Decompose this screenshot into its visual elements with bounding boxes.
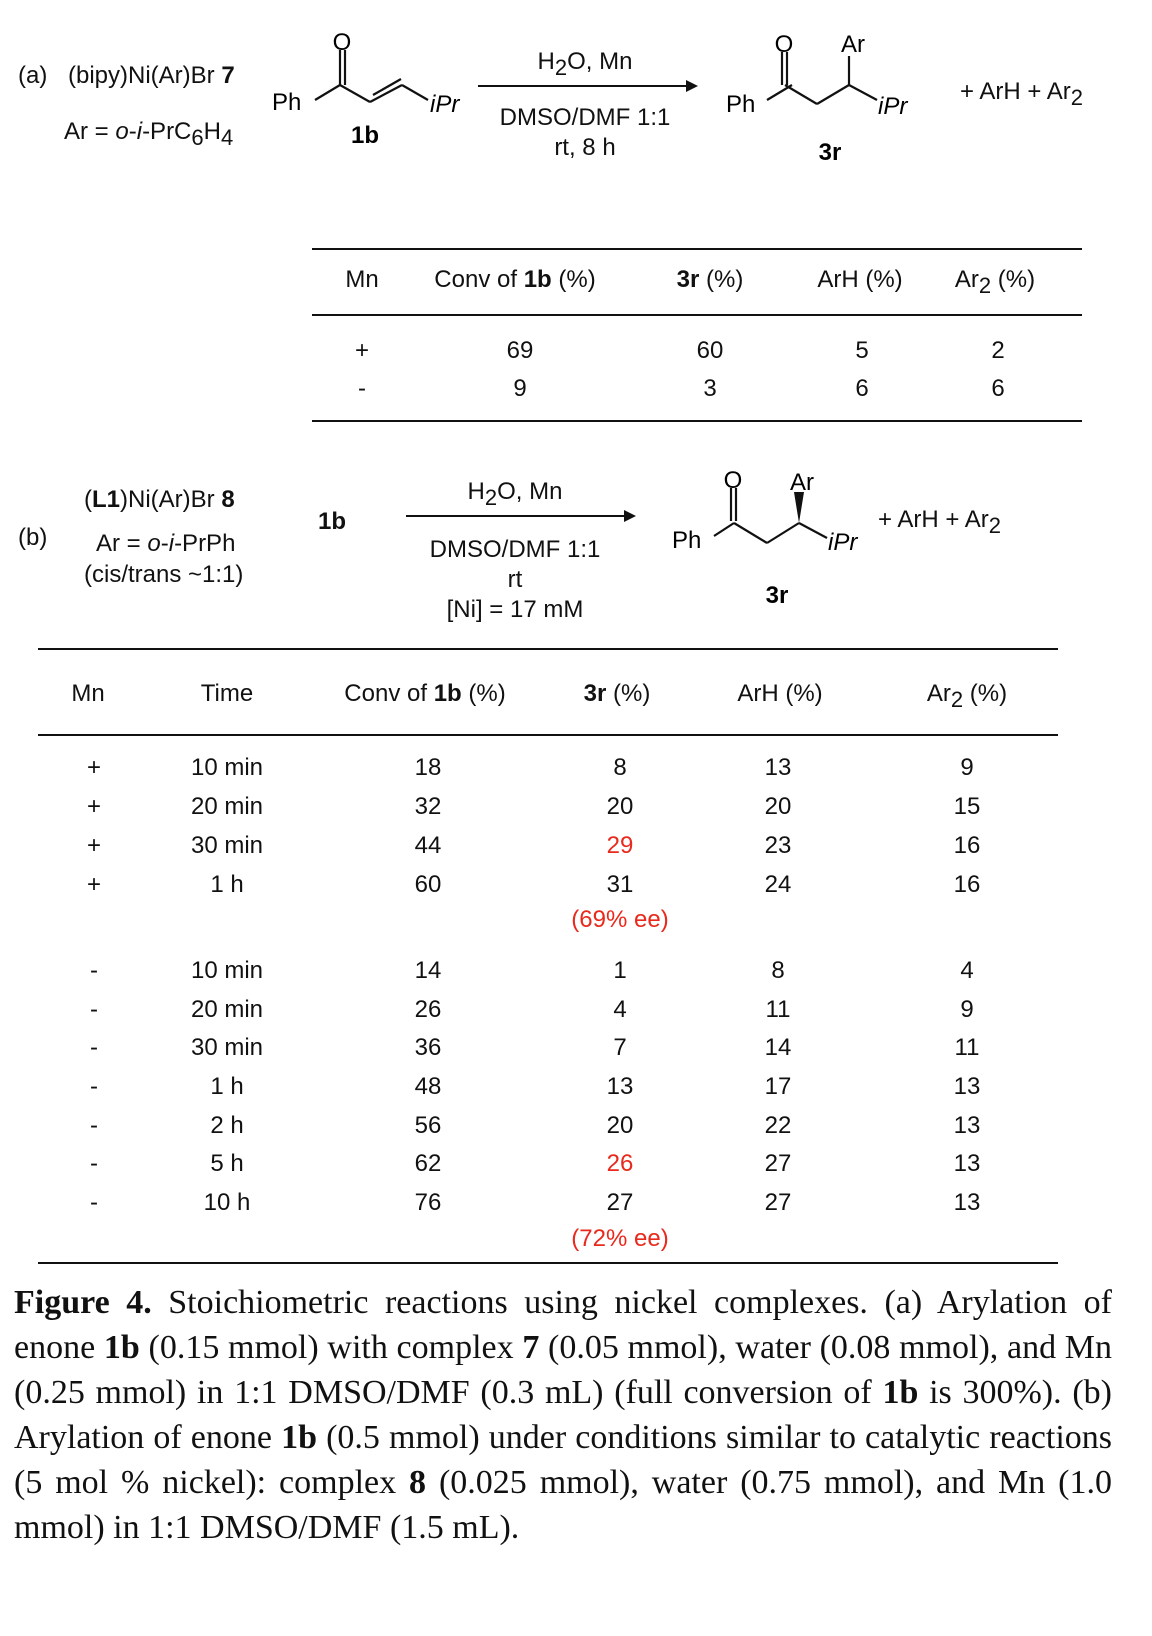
table-a-mn: - <box>358 375 366 402</box>
table-b-time: 20 min <box>190 793 264 820</box>
table-b-header-mn: Mn <box>71 680 105 707</box>
table-b-3r: 31 <box>606 871 634 898</box>
table-b-ar2: 16 <box>953 832 981 859</box>
table-b-ar2: 13 <box>953 1150 981 1177</box>
table-b-mn: + <box>86 832 101 859</box>
table-b-mn: - <box>90 957 98 984</box>
table-a-top-rule <box>312 248 1082 250</box>
part-a-reagents: $H_2O$, Mn <box>537 48 633 80</box>
table-b-conv: 26 <box>414 996 442 1023</box>
table-b-conv: 56 <box>414 1112 442 1139</box>
stereo-wedge <box>794 492 804 523</box>
table-b-3r-highlighted: 29 <box>606 832 634 859</box>
table-b-time: 5 h <box>210 1150 244 1177</box>
table-b-conv: 62 <box>414 1150 442 1177</box>
phenyl-label: Ph <box>726 91 756 118</box>
table-b-arh: 17 <box>764 1073 792 1100</box>
part-b-substrate-label: 1b <box>318 508 347 535</box>
part-b-label: (b) <box>18 524 48 551</box>
part-b-isomer-ratio: (cis/trans ~1:1) <box>84 561 244 588</box>
compound-1b-label: 1b <box>350 122 380 149</box>
table-b-arh: 14 <box>764 1034 792 1061</box>
substrate-1b-structure <box>270 28 480 158</box>
table-a-header-rule <box>312 314 1082 316</box>
table-b-header-3r: 3r (%) <box>583 680 651 707</box>
table-b-time: 1 h <box>210 1073 244 1100</box>
table-b-3r: 4 <box>613 996 627 1023</box>
table-b-header-ar2: $Ar_2$ (%) <box>926 680 1008 712</box>
table-b-3r: 20 <box>606 1112 634 1139</box>
compound-3r-label: 3r <box>818 139 842 166</box>
table-b-mn: - <box>90 1034 98 1061</box>
table-b-ar2: 13 <box>953 1189 981 1216</box>
table-a-arh: 5 <box>855 337 869 364</box>
table-a-ar2: 2 <box>991 337 1005 364</box>
table-a-conv: 69 <box>506 337 534 364</box>
table-b-arh: 11 <box>765 996 791 1023</box>
table-a-conv: 9 <box>513 375 527 402</box>
carbonyl-oxygen-label: O <box>332 29 352 56</box>
table-b-header-arh: ArH (%) <box>737 680 823 707</box>
table-b-top-rule <box>38 648 1058 650</box>
table-b-ar2: 15 <box>953 793 981 820</box>
part-b-nickel-concentration: [Ni] = 17 mM <box>446 596 584 623</box>
table-b-arh: 20 <box>764 793 792 820</box>
table-b-ar2: 4 <box>960 957 974 984</box>
table-b-conv: 48 <box>414 1073 442 1100</box>
table-b-mn: + <box>86 754 101 781</box>
table-b-time: 30 min <box>190 1034 264 1061</box>
table-b-arh: 24 <box>764 871 792 898</box>
table-a-bottom-rule <box>312 420 1082 422</box>
product-3r-structure <box>722 28 942 168</box>
part-b-ar-definition: Ar = o-i-PrPh <box>96 530 236 557</box>
table-b-arh: 8 <box>771 957 785 984</box>
table-b-ee-with-mn: (69% ee) <box>571 906 669 933</box>
table-b-time: 2 h <box>210 1112 244 1139</box>
table-b-mn: - <box>90 1073 98 1100</box>
table-b-arh: 27 <box>764 1150 792 1177</box>
table-b-time: 10 min <box>190 754 264 781</box>
table-b-conv: 14 <box>414 957 442 984</box>
table-b-ar2: 16 <box>953 871 981 898</box>
isopropyl-label: iPr <box>828 529 858 556</box>
part-a-side-products: + ArH + $Ar_2$ <box>960 78 1083 110</box>
table-b-3r: 7 <box>613 1034 627 1061</box>
table-a-header-mn: Mn <box>345 266 379 293</box>
table-b-conv: 44 <box>414 832 442 859</box>
table-b-mn: - <box>90 1189 98 1216</box>
part-a-ar-definition: $Ar = o-i-PrC_6H_4$ <box>64 118 234 150</box>
part-b-complex: (L1)Ni(Ar)Br 8 <box>84 486 235 513</box>
table-b-3r: 1 <box>613 957 627 984</box>
table-b-3r: 20 <box>606 793 634 820</box>
part-a-reaction-arrow <box>478 78 700 94</box>
table-b-conv: 60 <box>414 871 442 898</box>
table-b-time: 20 min <box>190 996 264 1023</box>
table-b-mn: + <box>86 793 101 820</box>
table-b-3r: 8 <box>613 754 627 781</box>
table-a-header-3r: 3r (%) <box>676 266 744 293</box>
table-b-time: 10 h <box>203 1189 251 1216</box>
table-a-mn: + <box>354 337 369 364</box>
table-a-header-ar2: $Ar_2$ (%) <box>954 266 1036 298</box>
table-b-arh: 23 <box>764 832 792 859</box>
part-b-temperature: rt <box>507 566 523 593</box>
table-b-conv: 18 <box>414 754 442 781</box>
table-a-header-arh: ArH (%) <box>817 266 903 293</box>
table-b-3r: 13 <box>606 1073 634 1100</box>
table-b-bottom-rule <box>38 1262 1058 1264</box>
figure-caption: Figure 4. Stoichiometric reactions using nickel complexes. (a) Arylation of enone 1b (0.15 mmol) with complex 7 (0.05 mmol), water (0.08 mmol), and Mn (0.25 mmol) in 1:1 DMSO/DMF (0.3 mL) (full conversion of 1b is 300%). (b) Arylation of enone 1b (0.5 mmol) under conditions similar to catalytic reactions (5 mol % nickel): complex 8 (0.025 mmol), water (0.75 mmol), and Mn (1.0 mmol) in 1:1 DMSO/DMF (1.5 mL). <box>14 1284 1113 1546</box>
isopropyl-label: iPr <box>430 91 460 118</box>
table-b-arh: 27 <box>764 1189 792 1216</box>
compound-3r-label: 3r <box>765 582 789 608</box>
carbonyl-oxygen-label: O <box>723 467 743 494</box>
table-b-header-conv: Conv of 1b (%) <box>344 680 506 707</box>
phenyl-label: Ph <box>672 527 702 554</box>
table-b-ar2: 9 <box>960 754 974 781</box>
table-b-conv: 36 <box>414 1034 442 1061</box>
table-b-mn: + <box>86 871 101 898</box>
table-b-header-rule <box>38 734 1058 736</box>
table-b-3r: 27 <box>606 1189 634 1216</box>
carbonyl-oxygen-label: O <box>774 31 794 58</box>
table-b-arh: 13 <box>764 754 792 781</box>
table-b-mn: - <box>90 996 98 1023</box>
aryl-label: Ar <box>841 31 865 58</box>
table-b-mn: - <box>90 1150 98 1177</box>
table-b-time: 10 min <box>190 957 264 984</box>
table-a-ar2: 6 <box>991 375 1005 402</box>
table-a-3r: 3 <box>703 375 717 402</box>
table-b-ar2: 13 <box>953 1073 981 1100</box>
product-3r-chiral-structure <box>672 458 892 608</box>
table-b-arh: 22 <box>764 1112 792 1139</box>
isopropyl-label: iPr <box>878 93 908 120</box>
table-a-3r: 60 <box>696 337 724 364</box>
table-b-conv: 76 <box>414 1189 442 1216</box>
part-b-reaction-arrow <box>406 508 638 524</box>
part-a-label: (a) <box>18 62 48 89</box>
part-a-time: rt, 8 h <box>554 134 616 161</box>
table-b-header-time: Time <box>200 680 254 707</box>
aryl-label: Ar <box>790 469 814 496</box>
table-b-ar2: 13 <box>953 1112 981 1139</box>
part-b-side-products: + ArH + $Ar_2$ <box>878 506 1001 538</box>
table-b-time: 30 min <box>190 832 264 859</box>
table-b-time: 1 h <box>210 871 244 898</box>
table-b-3r-highlighted: 26 <box>606 1150 634 1177</box>
part-b-solvent: DMSO/DMF 1:1 <box>429 536 601 563</box>
part-b-reagents: $H_2O$, Mn <box>467 478 563 510</box>
table-b-ar2: 9 <box>960 996 974 1023</box>
table-b-conv: 32 <box>414 793 442 820</box>
table-b-mn: - <box>90 1112 98 1139</box>
part-a-complex: (bipy)Ni(Ar)Br 7 <box>68 62 235 89</box>
table-b-ar2: 11 <box>954 1034 980 1061</box>
table-b-ee-without-mn: (72% ee) <box>571 1225 669 1252</box>
table-a-arh: 6 <box>855 375 869 402</box>
phenyl-label: Ph <box>272 89 302 116</box>
part-a-solvent: DMSO/DMF 1:1 <box>499 104 671 131</box>
table-a-header-conv: Conv of 1b (%) <box>434 266 596 293</box>
